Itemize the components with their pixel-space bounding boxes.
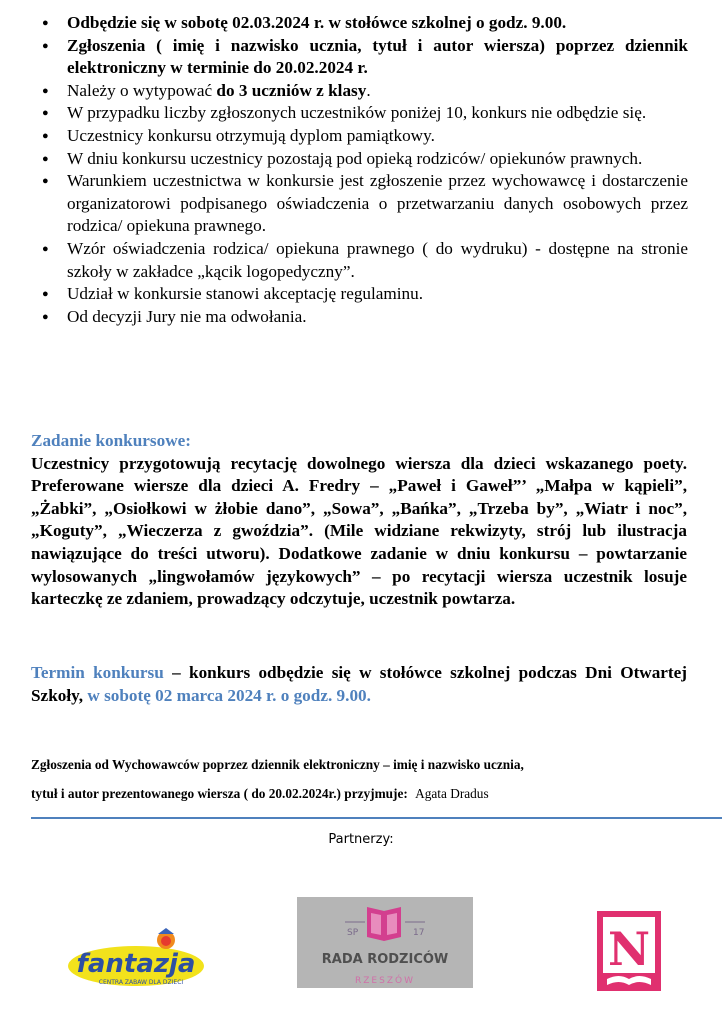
n-logo xyxy=(597,911,661,991)
signup-person: Agata Dradus xyxy=(415,786,489,801)
rule-text: Udział w konkursie stanowi akceptację regulaminu. xyxy=(67,284,424,304)
rada-rodzicow-logo xyxy=(297,897,473,988)
fantazja-tagline: CENTRA ZABAW DLA DZIECI xyxy=(98,979,184,986)
rule-text: do 3 uczniów z klasy xyxy=(216,80,367,100)
rada-17: 17 xyxy=(413,928,425,938)
rada-name: RADA RODZICÓW xyxy=(321,952,449,967)
task-heading: Zadanie konkursowe: xyxy=(31,431,191,450)
rule-item xyxy=(38,12,688,35)
signup-text: tytuł i autor prezentowanego wiersza ( do 20.02.2024r.) przyjmuje: xyxy=(31,786,408,801)
signup-line-2 xyxy=(31,786,691,802)
rule-text: Od decyzji Jury nie ma odwołania. xyxy=(67,306,307,326)
rule-item xyxy=(38,238,688,283)
rule-item xyxy=(38,35,688,80)
task-section xyxy=(31,430,687,611)
rule-item xyxy=(38,283,688,306)
signup-line-1: Zgłoszenia od Wychowawców poprzez dziennik elektroniczny – imię i nazwisko ucznia, xyxy=(31,757,524,772)
rule-text: Zgłoszenia ( imię i nazwisko ucznia, tytuł i autor wiersza) poprzez dziennik elektroniczny w terminie do 20.02.2024 r. xyxy=(67,35,688,78)
open-book-icon xyxy=(607,976,651,985)
fantazja-logo-graphic xyxy=(66,926,208,990)
partners-label: Partnerzy: xyxy=(328,832,394,847)
book-icon xyxy=(367,907,401,941)
rule-text: W przypadku liczby zgłoszonych uczestników poniżej 10, konkurs nie odbędzie się. xyxy=(67,103,647,123)
rule-text: Odbędzie się w sobotę 02.03.2024 r. w stołówce szkolnej o godz. 9.00. xyxy=(67,13,567,32)
rules-list xyxy=(38,12,688,328)
rada-city: RZESZÓW xyxy=(355,976,415,986)
rada-logo-graphic xyxy=(297,897,473,988)
rule-text: . xyxy=(366,80,371,100)
n-logo-graphic xyxy=(597,911,661,991)
rule-text: Wzór oświadczenia rodzica/ opiekuna prawnego ( do wydruku) - dostępne na stronie szkoły w zakładce „kącik logopedyczny”. xyxy=(67,238,688,281)
fantazja-logo xyxy=(66,926,208,990)
rule-item xyxy=(38,80,688,103)
rule-text: Uczestnicy konkursu otrzymują dyplom pamiątkowy. xyxy=(67,125,435,145)
rule-item xyxy=(38,170,688,238)
rule-item xyxy=(38,102,688,125)
divider xyxy=(31,817,722,819)
rule-text: Należy o wytypować xyxy=(67,80,217,100)
n-letter: N xyxy=(607,922,651,976)
term-section xyxy=(31,662,687,707)
rule-item xyxy=(38,148,688,171)
rada-sp: SP xyxy=(347,928,359,938)
rule-text: W dniu konkursu uczestnicy pozostają pod opieką rodziców/ opiekunów prawnych. xyxy=(67,148,643,168)
term-label: Termin konkursu xyxy=(31,663,164,682)
rule-text: Warunkiem uczestnictwa w konkursie jest zgłoszenie przez wychowawcę i dostarczenie organizatorowi podpisanego oświadczenia o przetwarzaniu danych osobowych przez rodzica/ opiekuna prawnego. xyxy=(67,171,688,236)
task-body: Uczestnicy przygotowują recytację dowolnego wiersza dla dzieci wskazanego poety. Preferowane wiersze dla dzieci A. Fredry – „Paweł i Gaweł”’ „Małpa w kąpieli”, „Żabki”, „Osiołkowi w żłobie dano”, „Sowa”, „Bańka”, „Trzeba by”, „Wiatr i noc”, „Koguty”, „Wieczerza z gwoździa”. (Mile widziane rekwizyty, strój lub ilustracja nawiązujące do treści utworu). Dodatkowe zadanie w dniu konkursu – powtarzanie wylosowanych „lingwołamów językowych” – po recytacji wiersza uczestnik losuje karteczkę ze zdaniem, prowadzący odczytuje, uczestnik powtarza. xyxy=(31,453,687,609)
fantazja-word: fantazja xyxy=(76,949,196,979)
term-date: w sobotę 02 marca 2024 r. o godz. 9.00. xyxy=(87,685,371,705)
rule-item xyxy=(38,306,688,329)
term-text: – konkurs odbędzie się w stołówce szkolnej podczas Dni Otwartej Szkoły, xyxy=(31,663,688,705)
rule-item xyxy=(38,125,688,148)
